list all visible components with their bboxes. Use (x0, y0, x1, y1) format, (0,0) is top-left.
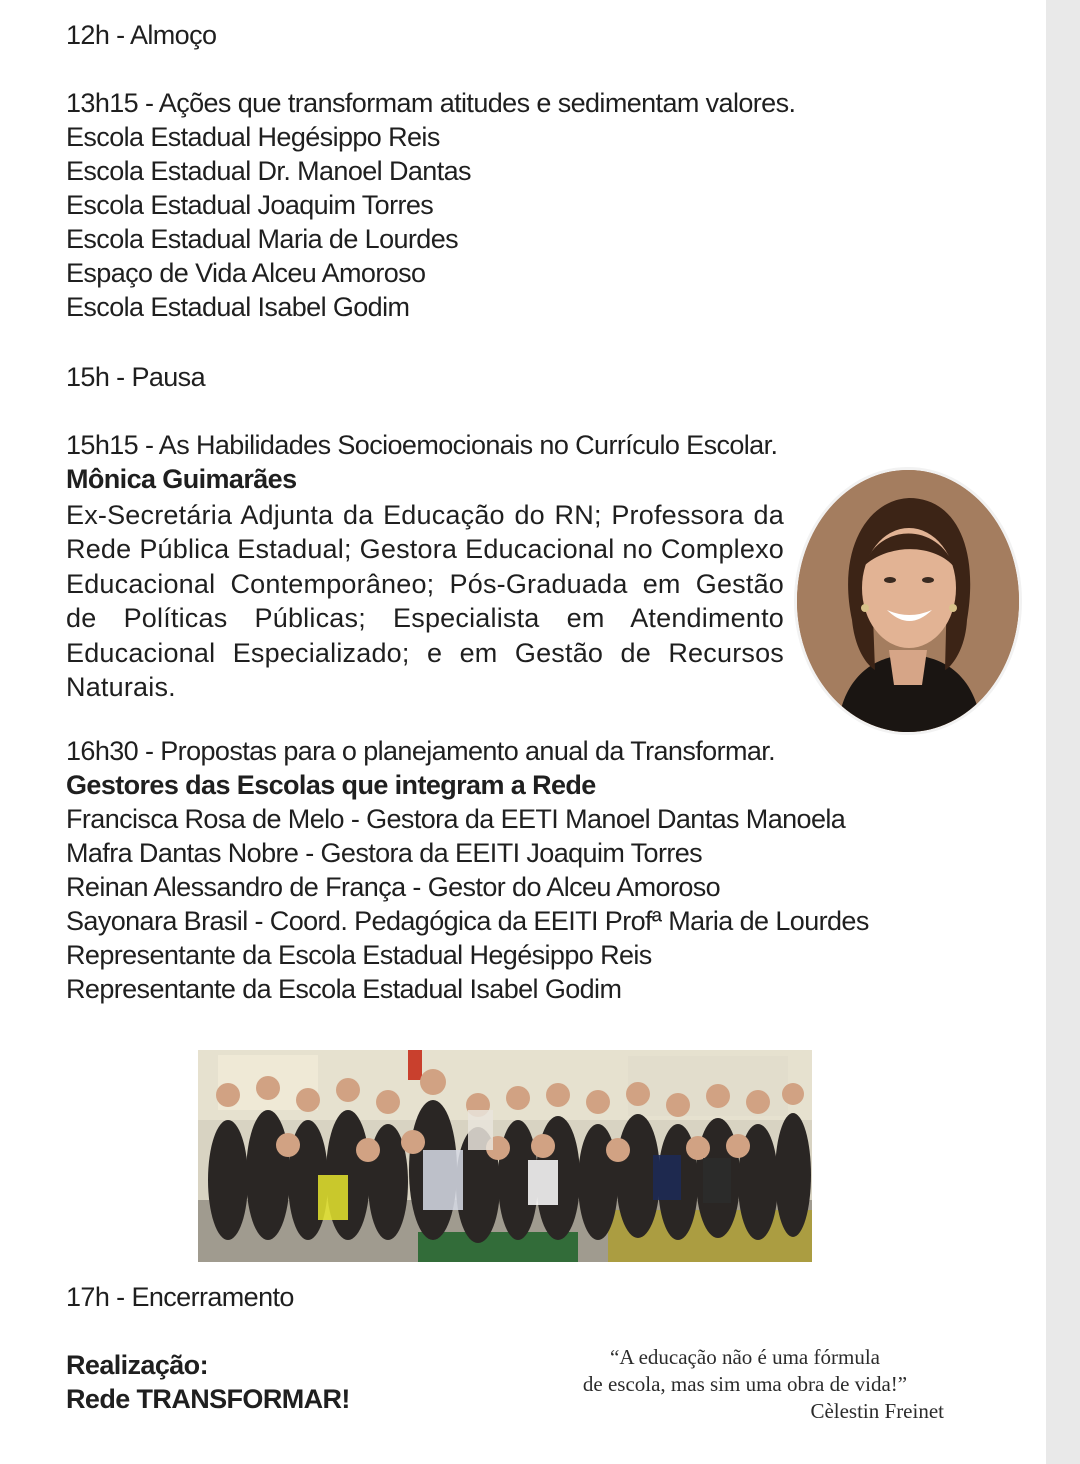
item-lunch-heading: 12h - Almoço (66, 20, 217, 50)
group-photo-image (198, 1050, 812, 1262)
speaker-name: Mônica Guimarães (66, 464, 297, 494)
school-line: Escola Estadual Hegésippo Reis (66, 122, 440, 152)
school-line: Escola Estadual Dr. Manoel Dantas (66, 156, 471, 186)
quote-author: Cèlestin Freinet (810, 1399, 944, 1423)
manager-line: Mafra Dantas Nobre - Gestora da EEITI Joaquim Torres (66, 838, 703, 868)
quote-line-1: “A educação não é uma fórmula (610, 1345, 880, 1369)
manager-line: Reinan Alessandro de França - Gestor do Alceu Amoroso (66, 872, 721, 902)
school-line: Escola Estadual Isabel Godim (66, 292, 410, 322)
speaker-portrait-image (797, 470, 1019, 732)
manager-line: Sayonara Brasil - Coord. Pedagógica da EEITI Profª Maria de Lourdes (66, 906, 869, 936)
realizacao-label: Realização: (66, 1350, 208, 1380)
item-socioemotional (66, 428, 777, 496)
item-break-heading: 15h - Pausa (66, 362, 205, 392)
quote-line-2: de escola, mas sim uma obra de vida!” (582, 1372, 908, 1396)
speaker-portrait (797, 470, 1019, 732)
item-planning-heading: 16h30 - Propostas para o planejamento anual da Transformar. (66, 736, 776, 766)
freinet-quote (540, 1344, 950, 1425)
item-actions (66, 86, 795, 324)
manager-line: Representante da Escola Estadual Isabel Godim (66, 974, 622, 1004)
item-actions-heading: 13h15 - Ações que transformam atitudes e sedimentam valores. (66, 88, 796, 118)
item-planning-subheading: Gestores das Escolas que integram a Rede (66, 770, 596, 800)
group-photo (198, 1050, 812, 1262)
speaker-bio: Ex-Secretária Adjunta da Educação do RN; Professora da Rede Pública Estadual; Gestora Educacional no Complexo Educacional Contemporâneo; Pós-Graduada em Gestão de Políticas Públicas; Especialista em Atendimento Educacional Especializado; e em Gestão de Recursos Naturais. (66, 500, 784, 703)
item-socioemotional-heading: 15h15 - As Habilidades Socioemocionais no Currículo Escolar. (66, 430, 778, 460)
organizer-block (66, 1348, 350, 1416)
item-closing-heading: 17h - Encerramento (66, 1282, 294, 1312)
organizer-name: Rede TRANSFORMAR! (66, 1384, 350, 1414)
school-line: Espaço de Vida Alceu Amoroso (66, 258, 426, 288)
school-line: Escola Estadual Maria de Lourdes (66, 224, 459, 254)
manager-line: Francisca Rosa de Melo - Gestora da EETI Manoel Dantas Manoela (66, 804, 846, 834)
school-line: Escola Estadual Joaquim Torres (66, 190, 434, 220)
item-planning (66, 734, 869, 1006)
manager-line: Representante da Escola Estadual Hegésippo Reis (66, 940, 652, 970)
